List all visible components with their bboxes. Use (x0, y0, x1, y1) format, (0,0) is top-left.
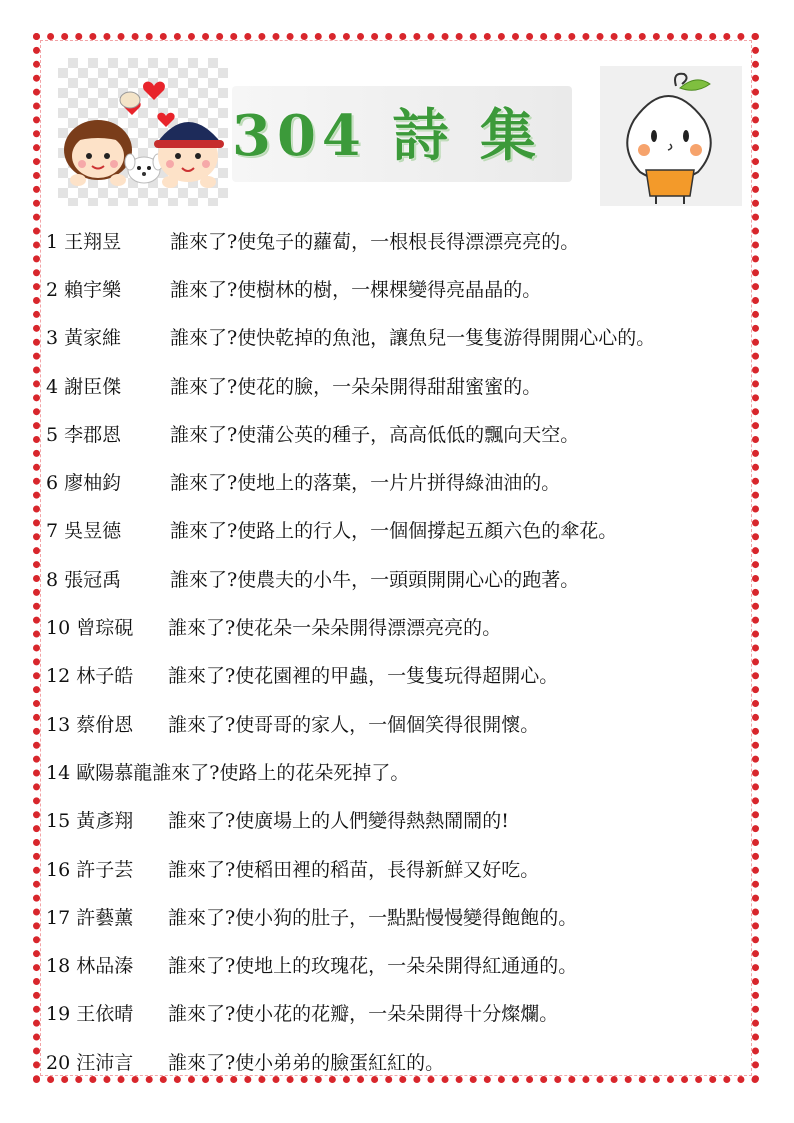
poem-row (46, 264, 758, 312)
student-name: 吳昱德 (64, 520, 122, 543)
poem-number: 15 (46, 810, 71, 833)
poem-author (46, 999, 168, 1026)
poem-number: 2 (46, 278, 59, 301)
poem-row (46, 747, 758, 795)
poem-author (46, 1048, 168, 1075)
poem-author (46, 710, 168, 737)
kids-with-dog-and-hearts-icon (58, 58, 228, 206)
poem-row (46, 554, 758, 602)
poem-text: 誰來了?使快乾掉的魚池，讓魚兒一隻隻游得開開心心的。 (170, 327, 656, 350)
poem-author (46, 323, 170, 350)
poem-text: 誰來了?使花園裡的甲蟲，一隻隻玩得超開心。 (168, 665, 559, 688)
poem-author (46, 275, 170, 302)
poem-number: 12 (46, 665, 71, 688)
poem-author (46, 565, 170, 592)
poem-row (46, 796, 758, 844)
poem-row (46, 409, 758, 457)
page-title: 304 詩 集 (232, 103, 542, 169)
poem-text: 誰來了?使農夫的小牛，一頭頭開開心心的跑著。 (170, 568, 580, 591)
poem-row (46, 892, 758, 940)
poem-number: 17 (46, 906, 71, 929)
poem-number: 4 (46, 375, 59, 398)
student-name: 曾琮硯 (76, 617, 134, 640)
student-name: 許藝薰 (76, 906, 134, 929)
poem-number: 16 (46, 858, 71, 881)
student-name: 蔡佾恩 (76, 713, 134, 736)
poem-author (46, 661, 168, 688)
poem-text: 誰來了?使花朵一朵朵開得漂漂亮亮的。 (168, 617, 502, 640)
student-name: 林子皓 (76, 665, 134, 688)
student-name: 張冠禹 (64, 568, 122, 591)
poem-author (46, 372, 170, 399)
poem-author (46, 468, 170, 495)
poem-text: 誰來了?使廣場上的人們變得熱熱鬧鬧的! (168, 810, 509, 833)
poem-number: 19 (46, 1003, 71, 1026)
poem-author (46, 806, 168, 833)
poem-author (46, 758, 152, 785)
poem-author (46, 613, 168, 640)
poem-author (46, 903, 168, 930)
poem-row (46, 844, 758, 892)
poem-author (46, 951, 168, 978)
student-name: 黃彥翔 (76, 810, 134, 833)
student-name: 許子芸 (76, 858, 134, 881)
student-name: 李郡恩 (64, 423, 122, 446)
student-name: 謝臣傑 (64, 375, 122, 398)
poem-text: 誰來了?使哥哥的家人，一個個笑得很開懷。 (168, 713, 540, 736)
poem-number: 5 (46, 423, 59, 446)
student-name: 王翔昱 (64, 230, 122, 253)
student-name: 廖柚鈞 (64, 472, 122, 495)
poem-text: 誰來了?使小花的花瓣，一朵朵開得十分燦爛。 (168, 1003, 559, 1026)
poem-number: 13 (46, 713, 71, 736)
poem-row (46, 457, 758, 505)
poem-row (46, 506, 758, 554)
poem-text: 誰來了?使花的臉，一朵朵開得甜甜蜜蜜的。 (170, 375, 542, 398)
poem-row (46, 940, 758, 988)
student-name: 汪沛言 (76, 1051, 134, 1074)
poem-number: 3 (46, 327, 59, 350)
student-name: 黃家維 (64, 327, 122, 350)
poem-author (46, 855, 168, 882)
poem-row (46, 1037, 758, 1085)
poem-number: 6 (46, 472, 59, 495)
poem-row (46, 216, 758, 264)
poem-number: 1 (46, 230, 59, 253)
poem-row (46, 313, 758, 361)
poem-text: 誰來了?使路上的行人，一個個撐起五顏六色的傘花。 (170, 520, 618, 543)
poem-row (46, 602, 758, 650)
poem-row (46, 651, 758, 699)
poem-text: 誰來了?使小狗的肚子，一點點慢慢變得飽飽的。 (168, 906, 578, 929)
poem-number: 8 (46, 568, 59, 591)
poem-author (46, 227, 170, 254)
poem-text: 誰來了?使樹林的樹，一棵棵變得亮晶晶的。 (170, 278, 542, 301)
student-name: 林品溱 (76, 955, 134, 978)
poem-text: 誰來了?使小弟弟的臉蛋紅紅的。 (168, 1051, 445, 1074)
poem-text: 誰來了?使兔子的蘿蔔，一根根長得漂漂亮亮的。 (170, 230, 580, 253)
poem-number: 10 (46, 617, 71, 640)
poem-text: 誰來了?使地上的落葉，一片片拼得綠油油的。 (170, 472, 561, 495)
poem-list (46, 216, 758, 1085)
poem-text: 誰來了?使稻田裡的稻苗，長得新鮮又好吃。 (168, 858, 540, 881)
student-name: 王依晴 (76, 1003, 134, 1026)
poem-number: 14 (46, 761, 71, 784)
student-name: 賴宇樂 (64, 278, 122, 301)
poem-author (46, 420, 170, 447)
poem-author (46, 516, 170, 543)
poem-row (46, 361, 758, 409)
poem-number: 18 (46, 955, 71, 978)
poem-text: 誰來了?使地上的玫瑰花，一朵朵開得紅通通的。 (168, 955, 578, 978)
poem-text: 誰來了?使路上的花朵死掉了。 (152, 761, 410, 784)
poem-row (46, 989, 758, 1037)
student-name: 歐陽慕龍 (76, 761, 153, 784)
poem-number: 7 (46, 520, 59, 543)
poem-row (46, 699, 758, 747)
poem-text: 誰來了?使蒲公英的種子，高高低低的飄向天空。 (170, 423, 580, 446)
dumpling-mascot-icon (600, 66, 742, 206)
poem-number: 20 (46, 1051, 71, 1074)
